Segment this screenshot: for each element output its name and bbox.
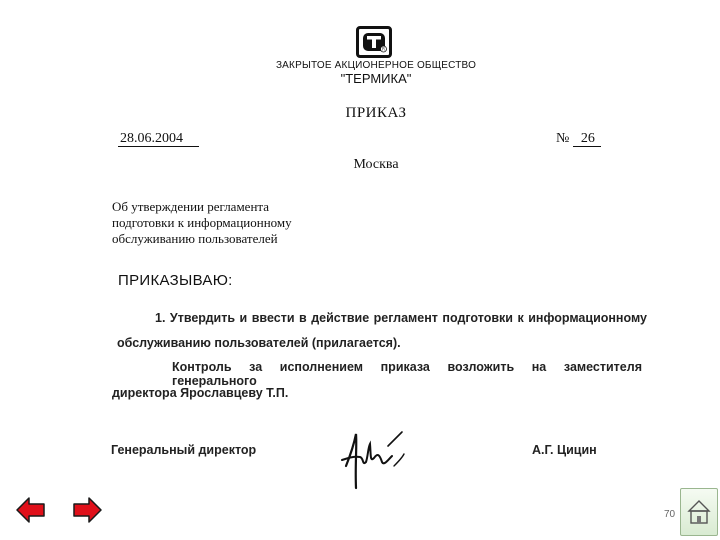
signatory-name: А.Г. Цицин: [532, 443, 597, 457]
svg-text:R: R: [382, 46, 385, 52]
subject-line: Об утверждении регламента: [112, 199, 270, 214]
document-date: 28.06.2004: [118, 131, 199, 147]
slide-number: 70: [664, 509, 676, 520]
subject-line: обслуживанию пользователей: [112, 231, 278, 246]
document-city: Москва: [353, 157, 399, 172]
decree-heading: ПРИКАЗЫВАЮ:: [118, 272, 233, 289]
home-icon: [681, 489, 717, 535]
home-button[interactable]: [680, 488, 718, 536]
company-logo: [356, 26, 392, 58]
company-name: "ТЕРМИКА": [340, 71, 412, 86]
control-line-2: директора Ярославцеву Т.П.: [112, 386, 289, 400]
order-item-1-line-1: 1. Утвердить и ввести в действие регламент подготовки к информационному: [155, 311, 647, 325]
logo-t-icon: [360, 30, 388, 54]
number-value: 26: [573, 131, 601, 147]
arrow-left-icon[interactable]: [16, 496, 46, 524]
handwritten-signature: [338, 426, 408, 490]
subject-line: подготовки к информационному: [112, 215, 292, 230]
company-type: ЗАКРЫТОЕ АКЦИОНЕРНОЕ ОБЩЕСТВО: [275, 60, 477, 71]
arrow-right-icon[interactable]: [72, 496, 102, 524]
document-subject: [112, 199, 332, 247]
document-number: [556, 131, 601, 146]
order-item-1-line-2: обслуживанию пользователей (прилагается).: [117, 336, 401, 350]
number-sign: №: [556, 131, 570, 146]
control-line-1: Контроль за исполнением приказа возложить на заместителя генерального: [172, 360, 642, 388]
document-title: ПРИКАЗ: [345, 105, 407, 121]
signatory-role: Генеральный директор: [111, 443, 257, 457]
